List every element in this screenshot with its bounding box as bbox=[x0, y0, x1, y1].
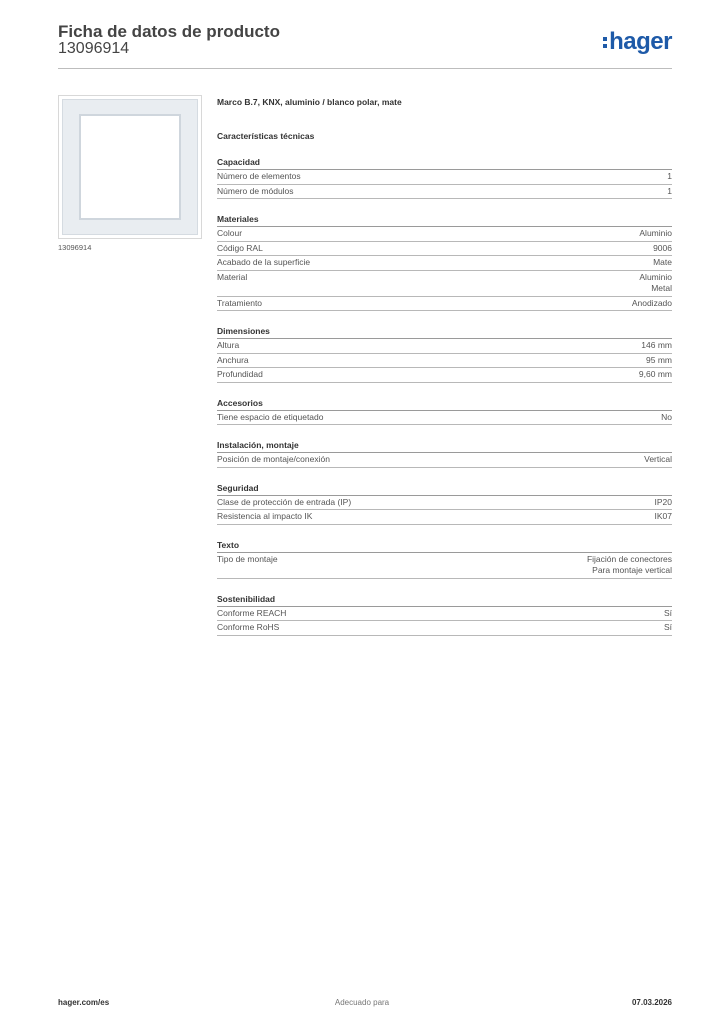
product-details bbox=[217, 96, 672, 636]
spec-label: Acabado de la superficie bbox=[217, 257, 311, 267]
spec-value-line: Sí bbox=[663, 607, 672, 618]
spec-row bbox=[217, 607, 672, 622]
spec-value-line: 1 bbox=[667, 171, 672, 181]
spec-value-line: Aluminio bbox=[639, 271, 672, 282]
frame-opening bbox=[79, 114, 181, 220]
spec-value bbox=[639, 228, 672, 240]
logo-dots-icon bbox=[603, 34, 607, 51]
spec-value bbox=[639, 272, 672, 295]
spec-row bbox=[217, 368, 672, 383]
spec-value-line: Sí bbox=[663, 622, 672, 632]
spec-label: Material bbox=[217, 271, 248, 282]
spec-value-line: Aluminio bbox=[639, 228, 672, 238]
footer-center-text: Adecuado para bbox=[334, 998, 390, 1007]
section-title: Seguridad bbox=[217, 482, 672, 496]
spec-value-line: No bbox=[661, 411, 672, 422]
spec-value-line: 9,60 mm bbox=[638, 369, 672, 379]
section-title: Accesorios bbox=[217, 397, 672, 411]
spec-section bbox=[217, 482, 672, 525]
spec-section bbox=[217, 156, 672, 199]
spec-row bbox=[217, 354, 672, 369]
spec-value bbox=[632, 298, 672, 310]
spec-row bbox=[217, 510, 672, 525]
spec-label: Altura bbox=[217, 340, 240, 350]
spec-value bbox=[664, 622, 672, 634]
spec-label: Anchura bbox=[217, 354, 249, 365]
section-title: Texto bbox=[217, 539, 672, 553]
footer-date: 07.03.2026 bbox=[631, 998, 672, 1007]
section-title: Instalación, montaje bbox=[217, 439, 672, 453]
spec-label: Tiene espacio de etiquetado bbox=[217, 411, 324, 422]
tech-characteristics-heading: Características técnicas bbox=[217, 131, 315, 141]
footer-website-link[interactable]: hager.com/es bbox=[58, 998, 110, 1007]
spec-sections bbox=[217, 156, 672, 636]
spec-label: Tratamiento bbox=[217, 297, 263, 308]
spec-row bbox=[217, 242, 672, 257]
spec-row bbox=[217, 271, 672, 297]
spec-value bbox=[664, 608, 672, 620]
spec-value-line: Vertical bbox=[644, 454, 672, 464]
spec-label: Posición de montaje/conexión bbox=[217, 454, 330, 464]
spec-value-line: 9006 bbox=[653, 242, 672, 253]
spec-value bbox=[655, 511, 673, 523]
spec-row bbox=[217, 170, 672, 185]
spec-value-line: IK07 bbox=[654, 511, 672, 521]
spec-row bbox=[217, 621, 672, 636]
hager-logo[interactable] bbox=[603, 28, 672, 56]
product-name: Marco B.7, KNX, aluminio / blanco polar, mate bbox=[217, 97, 402, 107]
frame-outer bbox=[62, 99, 198, 235]
spec-value-line: Anodizado bbox=[631, 297, 672, 308]
spec-value bbox=[644, 454, 672, 466]
product-image-caption: 13096914 bbox=[58, 243, 92, 252]
spec-label: Número de módulos bbox=[217, 185, 294, 196]
spec-value bbox=[667, 171, 672, 183]
spec-row bbox=[217, 256, 672, 271]
spec-label: Profundidad bbox=[217, 369, 263, 379]
spec-value bbox=[667, 186, 672, 198]
spec-value-line: Mate bbox=[653, 257, 672, 267]
spec-row bbox=[217, 227, 672, 242]
spec-section bbox=[217, 539, 672, 579]
spec-row bbox=[217, 185, 672, 200]
spec-section bbox=[217, 439, 672, 468]
spec-value-line: Fijación de conectores bbox=[586, 553, 672, 564]
header-divider bbox=[58, 68, 672, 69]
section-title: Materiales bbox=[217, 213, 672, 227]
spec-value bbox=[653, 257, 672, 269]
spec-section bbox=[217, 213, 672, 311]
logo-text: hager bbox=[609, 28, 672, 55]
spec-value-line: IP20 bbox=[654, 496, 672, 507]
spec-value bbox=[653, 243, 672, 255]
spec-label: Resistencia al impacto IK bbox=[217, 511, 313, 521]
spec-label: Tipo de montaje bbox=[217, 553, 278, 564]
section-title: Sostenibilidad bbox=[217, 593, 672, 607]
spec-row bbox=[217, 339, 672, 354]
spec-value bbox=[661, 412, 672, 424]
spec-row bbox=[217, 553, 672, 579]
spec-value bbox=[641, 340, 672, 352]
spec-row bbox=[217, 496, 672, 511]
spec-value bbox=[587, 554, 672, 577]
spec-section bbox=[217, 397, 672, 426]
spec-value-line: 95 mm bbox=[646, 354, 672, 365]
spec-value bbox=[655, 497, 673, 509]
product-image bbox=[58, 95, 202, 239]
spec-label: Colour bbox=[217, 228, 243, 238]
spec-label: Número de elementos bbox=[217, 171, 301, 181]
spec-label: Conforme REACH bbox=[217, 607, 287, 618]
section-title: Dimensiones bbox=[217, 325, 672, 339]
spec-row bbox=[217, 297, 672, 312]
spec-label: Conforme RoHS bbox=[217, 622, 280, 632]
spec-row bbox=[217, 453, 672, 468]
spec-value bbox=[639, 369, 672, 381]
spec-section bbox=[217, 593, 672, 636]
section-title: Capacidad bbox=[217, 156, 672, 170]
spec-value bbox=[646, 355, 672, 367]
spec-value-line: 146 mm bbox=[641, 340, 672, 350]
spec-label: Código RAL bbox=[217, 242, 263, 253]
spec-section bbox=[217, 325, 672, 383]
spec-row bbox=[217, 411, 672, 426]
spec-value-line: Para montaje vertical bbox=[592, 565, 672, 575]
document-title: Ficha de datos de producto bbox=[58, 22, 280, 41]
spec-label: Clase de protección de entrada (IP) bbox=[217, 496, 352, 507]
spec-value-line: 1 bbox=[667, 185, 672, 196]
spec-value-line: Metal bbox=[651, 283, 672, 293]
document-code: 13096914 bbox=[58, 40, 130, 57]
